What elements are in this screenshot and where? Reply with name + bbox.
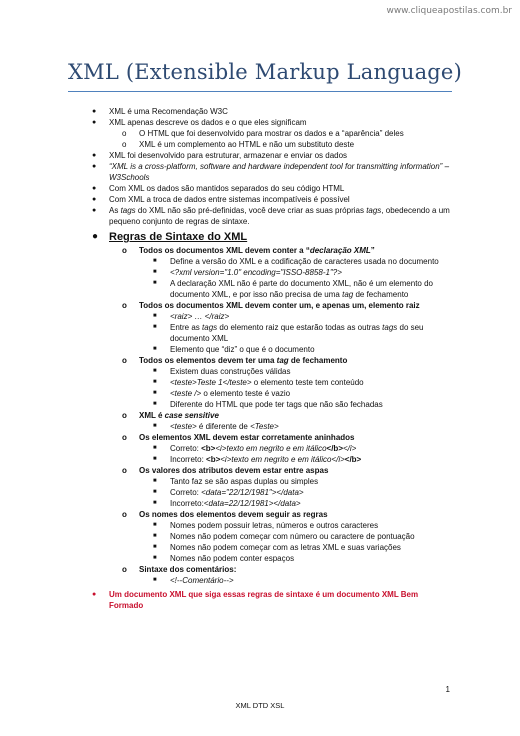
list-item: ● XML apenas descreve os dados e o que eles significam [92,118,307,127]
rule-item: o Todos os documentos XML devem conter a “declaração XML” [122,246,375,255]
bullet-icon: ● [92,231,99,242]
list-item: ■ <teste> é diferente de <Teste> [153,422,279,431]
list-item: ■ Incorreto:<data=22/12/1981></data> [153,499,301,508]
square-bullet-icon: ■ [153,258,157,264]
list-item: ■ Entre as tags do elemento raiz que estarão todas as outras tags do seu documento XML [153,323,424,343]
rule-item: o Os nomes dos elementos devem seguir as regras [122,510,328,519]
list-item: o XML é um complemento ao HTML e não um substituto deste [122,140,355,149]
bullet-icon: ● [92,591,97,598]
list-item: ■ Existem duas construções válidas [153,367,291,376]
rule-item: o Sintaxe dos comentários: [122,565,237,574]
list-item: o O HTML que foi desenvolvido para mostrar os dados e a “aparência” deles [122,129,404,138]
bullet-icon: ● [92,185,97,192]
square-bullet-icon: ■ [153,379,157,385]
list-item: ● Com XML os dados são mantidos separados do seu código HTML [92,184,345,193]
footer-text: XML DTD XSL [235,701,285,710]
square-bullet-icon: ■ [153,423,157,429]
square-bullet-icon: ■ [153,522,157,528]
square-bullet-icon: ■ [153,269,157,275]
list-item: ■ Nomes não podem conter espaços [153,554,295,563]
circle-bullet-icon: o [122,466,127,475]
bullet-icon: ● [92,207,97,214]
square-bullet-icon: ■ [153,577,157,583]
bullet-icon: ● [92,196,97,203]
list-item: ● As tags do XML não são pré-definidas, você deve criar as suas próprias tags, obedecendo a um pequeno conjunto de regras de sintaxe. [92,206,450,226]
list-item: ■ <?xml version="1.0" encoding="ISSO-8858-1"?> [153,268,342,277]
circle-bullet-icon: o [122,411,127,420]
list-item: ■ Elemento que “diz” o que é o documento [153,345,315,354]
square-bullet-icon: ■ [153,280,157,286]
circle-bullet-icon: o [122,433,127,442]
list-item: ■ Nomes não podem começar com as letras XML e suas variações [153,543,401,552]
bullet-icon: ● [92,163,97,170]
title-divider [68,91,452,92]
square-bullet-icon: ■ [153,533,157,539]
rule-item: o Os valores dos atributos devem estar entre aspas [122,466,329,475]
list-item: ■ Nomes podem possuir letras, números e outros caracteres [153,521,379,530]
list-item: ● XML foi desenvolvido para estruturar, armazenar e enviar os dados [92,151,348,160]
page-title: XML (Extensible Markup Language) [68,60,462,84]
square-bullet-icon: ■ [153,346,157,352]
section-heading: ● Regras de Sintaxe do XML [92,231,248,243]
list-item: ■ Correto: <data="22/12/1981"></data> [153,488,304,497]
circle-bullet-icon: o [122,246,127,255]
list-item: ■ Nomes não podem começar com número ou caractere de pontuação [153,532,415,541]
list-item: ■ <teste /> o elemento teste é vazio [153,389,291,398]
square-bullet-icon: ■ [153,324,157,330]
square-bullet-icon: ■ [153,544,157,550]
rule-item: o XML é case sensitive [122,411,219,420]
square-bullet-icon: ■ [153,313,157,319]
document-body [92,106,452,611]
square-bullet-icon: ■ [153,456,157,462]
square-bullet-icon: ■ [153,489,157,495]
square-bullet-icon: ■ [153,390,157,396]
bullet-icon: ● [92,119,97,126]
watermark-url: www.cliqueapostilas.com.br [386,6,512,16]
rule-item: o Os elementos XML devem estar corretamente aninhados [122,433,355,442]
circle-bullet-icon: o [122,301,127,310]
rule-item: o Todos os elementos devem ter uma tag de fechamento [122,356,348,365]
page-number: 1 [445,685,450,694]
list-item: ■ <raiz> … </raiz> [153,312,230,321]
square-bullet-icon: ■ [153,401,157,407]
list-item: ■ A declaração XML não é parte do documento XML, não é um elemento do documento XML, e por isso não precisa de uma tag de fechamento [153,279,433,299]
list-item: ■ Correto: <b><i>texto em negrito e em itálico</b></i> [153,444,357,453]
square-bullet-icon: ■ [153,555,157,561]
square-bullet-icon: ■ [153,368,157,374]
list-item: ■ <teste>Teste 1</teste> o elemento teste tem conteúdo [153,378,364,387]
circle-bullet-icon: o [122,140,127,149]
rule-item: o Todos os documentos XML devem conter um, e apenas um, elemento raiz [122,301,420,310]
list-item: ● Com XML a troca de dados entre sistemas incompatíveis é possível [92,195,350,204]
circle-bullet-icon: o [122,356,127,365]
square-bullet-icon: ■ [153,500,157,506]
list-item: ● “XML is a cross-platform, software and hardware independent tool for transmitting information” – W3Schools [92,162,450,182]
circle-bullet-icon: o [122,129,127,138]
list-item: ■ Define a versão do XML e a codificação de caracteres usada no documento [153,257,439,266]
list-item: ● XML é uma Recomendação W3C [92,107,228,116]
circle-bullet-icon: o [122,565,127,574]
square-bullet-icon: ■ [153,445,157,451]
list-item: ■ Diferente do HTML que pode ter tags que não são fechadas [153,400,383,409]
bullet-icon: ● [92,152,97,159]
list-item: ■ <!--Comentário--> [153,576,234,585]
circle-bullet-icon: o [122,510,127,519]
square-bullet-icon: ■ [153,478,157,484]
list-item: ■ Tanto faz se são aspas duplas ou simples [153,477,319,486]
conclusion-item: ● Um documento XML que siga essas regras de sintaxe é um documento XML Bem Formado [92,590,419,610]
bullet-icon: ● [92,108,97,115]
list-item: ■ Incorreto: <b><i>texto em negrito e em itálico</i></b> [153,455,362,464]
